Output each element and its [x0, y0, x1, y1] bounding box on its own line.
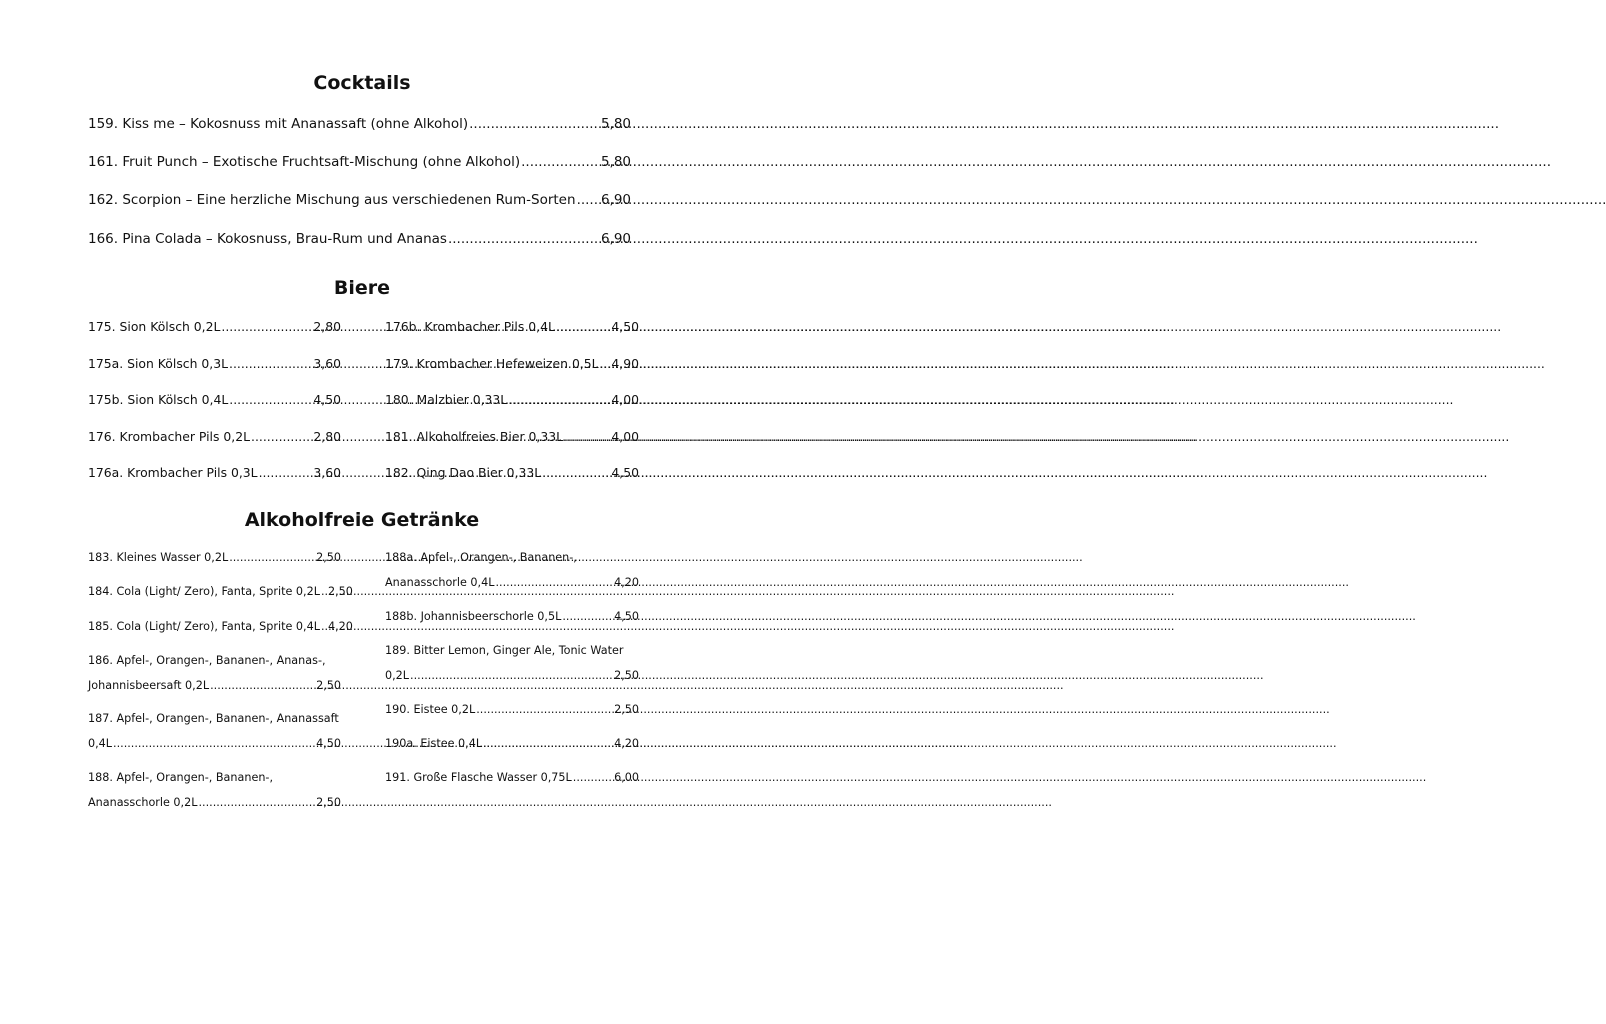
item-price: 4,50: [614, 610, 639, 623]
dot-leader: [556, 319, 611, 334]
item-price: 2,80: [313, 429, 341, 444]
item-name: Ananasschorle 0,2L: [88, 796, 198, 809]
section-title-alkoholfreie-getraenke: Alkoholfreie Getränke: [244, 509, 480, 531]
item-name: 181. Alkoholfreies Bier 0,33L: [385, 429, 563, 444]
item-price: 2,50: [327, 585, 353, 598]
item-name: 176a. Krombacher Pils 0,3L: [88, 465, 258, 480]
item-name: 175. Sion Kölsch 0,2L: [88, 319, 221, 334]
dot-leader: [251, 429, 312, 444]
item-name: 162. Scorpion – Eine herzliche Mischung aus verschiedenen Rum-Sorten: [88, 192, 576, 208]
menu-item-cocktail: [88, 192, 631, 208]
item-price: 4,50: [316, 737, 341, 750]
item-price: 4,50: [611, 465, 639, 480]
dot-leader: [483, 737, 613, 750]
menu-item-beer: [385, 429, 639, 444]
menu-item-softdrink: [385, 669, 639, 682]
item-name: 161. Fruit Punch – Exotische Fruchtsaft-Mischung (ohne Alkohol): [88, 154, 521, 170]
item-price: 4,20: [614, 737, 639, 750]
item-name: 0,2L: [385, 669, 410, 682]
menu-item-beer: [88, 356, 341, 371]
item-price: 2,50: [316, 796, 341, 809]
item-price: 3,60: [313, 465, 341, 480]
item-price: 3,60: [313, 356, 341, 371]
item-name: 183. Kleines Wasser 0,2L: [88, 551, 229, 564]
dot-leader: [573, 771, 613, 784]
menu-item-cocktail: [88, 116, 631, 132]
dot-leader: [410, 669, 613, 682]
menu-item-softdrink-line1: 188. Apfel-, Orangen-, Bananen-,: [88, 771, 274, 784]
menu-item-softdrink: [385, 576, 639, 589]
item-name: 188b. Johannisbeerschorle 0,5L: [385, 610, 562, 623]
item-price: 4,20: [327, 620, 353, 633]
dot-leader: [469, 116, 600, 132]
item-name: 190a. Eistee 0,4L: [385, 737, 483, 750]
menu-item-beer: [385, 392, 639, 407]
menu-item-softdrink-line1: 187. Apfel-, Orangen-, Bananen-, Ananassaft: [88, 712, 339, 725]
menu-item-beer: [88, 392, 341, 407]
item-price: 4,00: [611, 392, 639, 407]
dot-leader: [210, 679, 315, 692]
item-price: 2,80: [313, 319, 341, 334]
item-price: 4,20: [614, 576, 639, 589]
menu-item-softdrink: [88, 679, 341, 692]
menu-item-beer: [385, 356, 639, 371]
dot-leader: [198, 796, 315, 809]
item-price: 4,50: [611, 319, 639, 334]
dot-leader: [600, 356, 611, 371]
dot-leader: [229, 392, 312, 407]
section-title-cocktails: Cocktails: [313, 72, 411, 94]
item-name: 182. Qing Dao Bier 0,33L: [385, 465, 542, 480]
dot-leader: [221, 319, 312, 334]
menu-item-beer: [88, 465, 341, 480]
menu-item-softdrink: [385, 703, 639, 716]
item-price: 6,90: [600, 231, 631, 247]
dot-leader: [564, 429, 610, 444]
item-name: 175b. Sion Kölsch 0,4L: [88, 392, 229, 407]
item-price: 4,00: [611, 429, 639, 444]
dot-leader: [259, 465, 313, 480]
dot-leader: [229, 356, 312, 371]
item-price: 2,50: [614, 669, 639, 682]
menu-item-cocktail: [88, 154, 631, 170]
item-price: 6,00: [614, 771, 639, 784]
menu-item-softdrink: [385, 737, 639, 750]
menu-item-beer: [385, 465, 639, 480]
item-name: 166. Pina Colada – Kokosnuss, Brau-Rum und Ananas: [88, 231, 447, 247]
item-price: 5,80: [600, 116, 631, 132]
menu-item-beer: [88, 319, 341, 334]
item-price: 6,90: [600, 192, 631, 208]
menu-item-softdrink: [88, 585, 353, 598]
dot-leader: [476, 703, 613, 716]
section-title-biere: Biere: [333, 277, 391, 299]
dot-leader: [229, 551, 315, 564]
dot-leader: [321, 620, 327, 633]
dot-leader: [542, 465, 610, 480]
item-name: 175a. Sion Kölsch 0,3L: [88, 356, 228, 371]
item-name: 159. Kiss me – Kokosnuss mit Ananassaft (ohne Alkohol): [88, 116, 469, 132]
menu-item-cocktail: [88, 231, 631, 247]
menu-item-softdrink-line1: 186. Apfel-, Orangen-, Bananen-, Ananas-,: [88, 654, 326, 667]
item-name: 191. Große Flasche Wasser 0,75L: [385, 771, 572, 784]
dot-leader: [508, 392, 610, 407]
menu-item-softdrink: [88, 620, 353, 633]
menu-item-softdrink-line1: 189. Bitter Lemon, Ginger Ale, Tonic Water: [385, 644, 624, 657]
item-price: 2,50: [614, 703, 639, 716]
dot-leader: [113, 737, 315, 750]
item-name: 180. Malzbier 0,33L: [385, 392, 508, 407]
dot-leader: [521, 154, 600, 170]
menu-item-softdrink: [385, 771, 639, 784]
menu-item-beer: [385, 319, 639, 334]
item-price: 2,50: [316, 679, 341, 692]
dot-leader: [495, 576, 613, 589]
dot-leader: [577, 192, 600, 208]
item-name: 176. Krombacher Pils 0,2L: [88, 429, 250, 444]
item-price: 4,50: [313, 392, 341, 407]
item-name: 185. Cola (Light/ Zero), Fanta, Sprite 0,4L: [88, 620, 320, 633]
item-price: 5,80: [600, 154, 631, 170]
menu-item-softdrink: [385, 610, 639, 623]
menu-item-softdrink: [88, 796, 341, 809]
item-name: 179. Krombacher Hefeweizen 0,5L: [385, 356, 599, 371]
menu-item-softdrink: [88, 551, 341, 564]
dot-leader: [321, 585, 327, 598]
item-name: Johannisbeersaft 0,2L: [88, 679, 210, 692]
dot-leader: [562, 610, 613, 623]
menu-item-softdrink: [88, 737, 341, 750]
menu-item-softdrink-line1: 188a. Apfel-, Orangen-, Bananen-,: [385, 551, 577, 564]
item-name: 176b. Krombacher Pils 0,4L: [385, 319, 555, 334]
menu-item-beer: [88, 429, 341, 444]
item-name: 190. Eistee 0,2L: [385, 703, 476, 716]
item-name: 0,4L: [88, 737, 113, 750]
item-price: 2,50: [316, 551, 341, 564]
menu-page: [0, 0, 724, 1024]
item-name: 184. Cola (Light/ Zero), Fanta, Sprite 0,2L: [88, 585, 320, 598]
item-price: 4,90: [611, 356, 639, 371]
item-name: Ananasschorle 0,4L: [385, 576, 495, 589]
dot-leader: [448, 231, 600, 247]
